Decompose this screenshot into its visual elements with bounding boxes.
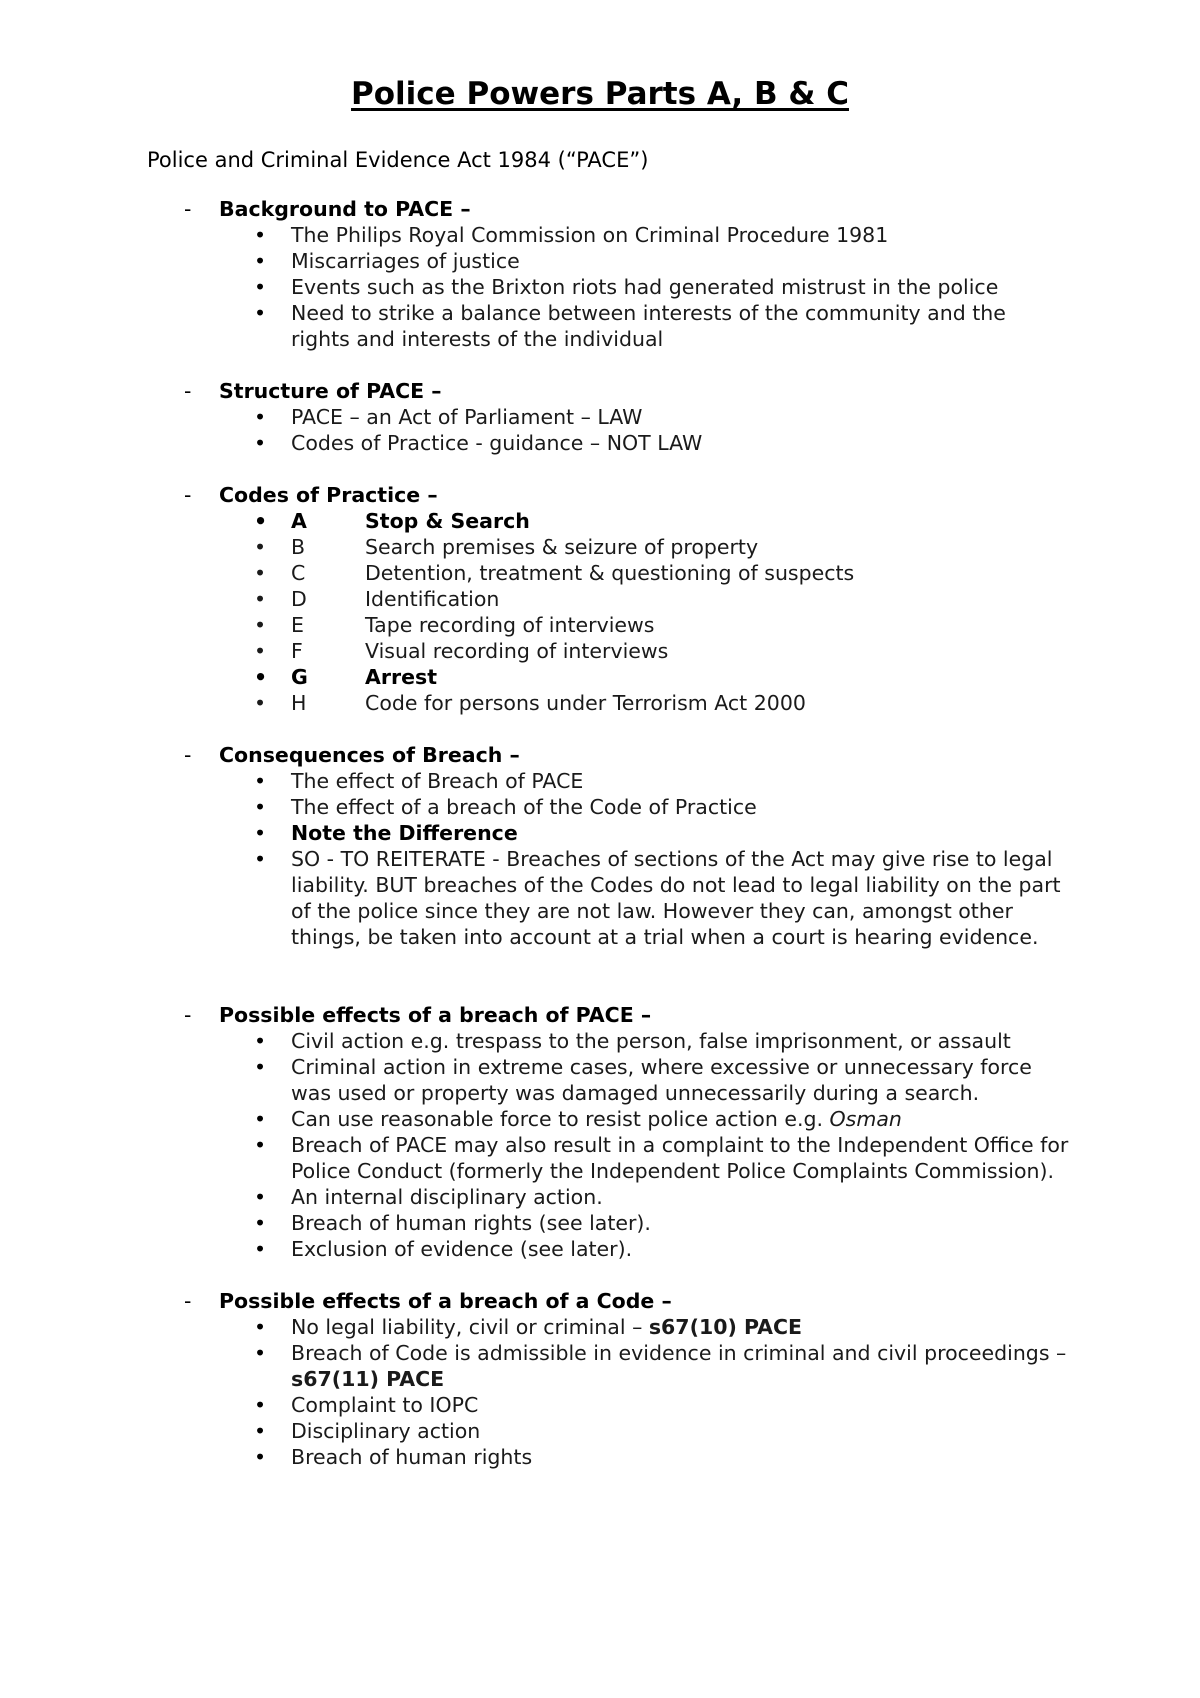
bullet-marker: • [254, 1211, 267, 1235]
list-item [0, 1314, 1200, 1340]
list-item-text-part: Can use reasonable force to resist police action e.g. [291, 1107, 830, 1131]
bullet-marker: • [254, 1445, 267, 1469]
list-item-text-part: No legal liability, civil or criminal – [291, 1315, 649, 1339]
list-item [0, 430, 1200, 456]
dash-marker: - [184, 483, 192, 507]
bullet-marker: • [254, 665, 268, 689]
list-item [0, 248, 1200, 274]
section-heading-text: Structure of PACE – [219, 379, 442, 403]
bullet-marker: • [254, 1107, 267, 1131]
code-letter: B [291, 535, 306, 559]
list-item-text: Need to strike a balance between interests of the community and the rights and interests of the individual [291, 301, 1006, 351]
bullet-marker: • [254, 691, 267, 715]
section-heading-text: Codes of Practice – [219, 483, 438, 507]
bullet-list [0, 768, 1200, 950]
list-item [0, 222, 1200, 248]
list-item-text: The effect of Breach of PACE [291, 769, 584, 793]
document-subtitle: Police and Criminal Evidence Act 1984 (“PACE”) [147, 148, 649, 172]
bullet-marker: • [254, 1341, 267, 1365]
section-heading [0, 378, 1200, 404]
bullet-marker: • [254, 561, 267, 585]
list-item-text: Complaint to IOPC [291, 1393, 479, 1417]
section-heading [0, 1288, 1200, 1314]
bullet-marker: • [254, 223, 267, 247]
list-item-text: Exclusion of evidence (see later). [291, 1237, 633, 1261]
list-item [0, 1054, 1200, 1106]
list-item [0, 404, 1200, 430]
list-item [0, 1418, 1200, 1444]
document-body [0, 196, 1200, 1470]
bullet-marker: • [254, 535, 267, 559]
list-item [0, 1236, 1200, 1262]
bullet-marker: • [254, 613, 267, 637]
list-item [0, 846, 1200, 950]
list-item-text: Codes of Practice - guidance – NOT LAW [291, 431, 703, 455]
list-item-text: Civil action e.g. trespass to the person, false imprisonment, or assault [291, 1029, 1011, 1053]
section-heading [0, 1002, 1200, 1028]
list-item-text: Disciplinary action [291, 1419, 481, 1443]
code-letter: E [291, 613, 304, 637]
bullet-marker: • [254, 431, 267, 455]
dash-marker: - [184, 743, 192, 767]
list-item-text: Miscarriages of justice [291, 249, 520, 273]
code-description: Search premises & seizure of property [365, 535, 759, 559]
dash-marker: - [184, 1289, 192, 1313]
section-heading-text: Possible effects of a breach of a Code – [219, 1289, 672, 1313]
section-effects-breach-pace [0, 1002, 1200, 1262]
bullet-list [0, 222, 1200, 352]
section-heading-text: Possible effects of a breach of PACE – [219, 1003, 652, 1027]
bullet-marker: • [254, 301, 267, 325]
statute-reference: s67(11) PACE [291, 1367, 445, 1391]
section-heading-text: Background to PACE – [219, 197, 471, 221]
code-item [0, 638, 1200, 664]
code-description: Identification [365, 587, 500, 611]
list-item-text-part: Breach of Code is admissible in evidence in criminal and civil proceedings – [291, 1341, 1067, 1365]
list-item [0, 1210, 1200, 1236]
code-letter: G [291, 665, 308, 689]
list-item-text: The Philips Royal Commission on Criminal Procedure 1981 [291, 223, 889, 247]
bullet-marker: • [254, 587, 267, 611]
list-item-text: Breach of human rights (see later). [291, 1211, 651, 1235]
code-letter: D [291, 587, 307, 611]
code-description: Detention, treatment & questioning of suspects [365, 561, 855, 585]
bullet-marker: • [254, 769, 267, 793]
bullet-marker: • [254, 821, 267, 845]
section-consequences-of-breach [0, 742, 1200, 950]
list-item [0, 1392, 1200, 1418]
list-item [0, 1184, 1200, 1210]
list-item-text: Note the Difference [291, 821, 518, 845]
code-description: Visual recording of interviews [365, 639, 669, 663]
code-item [0, 586, 1200, 612]
bullet-marker: • [254, 1029, 267, 1053]
bullet-marker: • [254, 847, 267, 871]
code-description: Stop & Search [365, 509, 530, 533]
dash-marker: - [184, 1003, 192, 1027]
section-heading [0, 742, 1200, 768]
section-heading [0, 196, 1200, 222]
code-item [0, 664, 1200, 690]
code-item [0, 534, 1200, 560]
list-item-text: PACE – an Act of Parliament – LAW [291, 405, 643, 429]
code-letter: C [291, 561, 306, 585]
section-heading-text: Consequences of Breach – [219, 743, 520, 767]
list-item [0, 1106, 1200, 1132]
section-effects-breach-code [0, 1288, 1200, 1470]
code-item [0, 508, 1200, 534]
bullet-marker: • [254, 1393, 267, 1417]
list-item [0, 820, 1200, 846]
code-description: Arrest [365, 665, 437, 689]
section-codes-of-practice [0, 482, 1200, 716]
list-item-text: Breach of PACE may also result in a complaint to the Independent Office for Police Conduct (formerly the Independent Police Complaints Commission). [291, 1133, 1069, 1183]
section-structure [0, 378, 1200, 456]
bullet-list [0, 1314, 1200, 1470]
code-item [0, 690, 1200, 716]
bullet-marker: • [254, 405, 267, 429]
list-item [0, 1340, 1200, 1392]
bullet-marker: • [254, 1185, 267, 1209]
code-letter: A [291, 509, 307, 533]
code-letter: F [291, 639, 303, 663]
list-item-text: Criminal action in extreme cases, where excessive or unnecessary force was used or property was damaged unnecessarily during a search. [291, 1055, 1032, 1105]
case-name: Osman [829, 1107, 902, 1131]
list-item [0, 1132, 1200, 1184]
list-item-text [291, 1106, 1071, 1132]
dash-marker: - [184, 197, 192, 221]
bullet-marker: • [254, 795, 267, 819]
bullet-marker: • [254, 1419, 267, 1443]
bullet-list [0, 404, 1200, 456]
bullet-marker: • [254, 1055, 267, 1079]
code-description: Code for persons under Terrorism Act 2000 [365, 691, 806, 715]
list-item-text: Events such as the Brixton riots had generated mistrust in the police [291, 275, 999, 299]
statute-reference: s67(10) PACE [648, 1315, 803, 1339]
bullet-marker: • [254, 249, 267, 273]
bullet-marker: • [254, 509, 268, 533]
dash-marker: - [184, 379, 192, 403]
document-title: Police Powers Parts A, B & C [351, 76, 849, 112]
bullet-list [0, 1028, 1200, 1262]
list-item-text [291, 1340, 1071, 1392]
bullet-marker: • [254, 639, 267, 663]
code-item [0, 560, 1200, 586]
list-item [0, 274, 1200, 300]
list-item-text: The effect of a breach of the Code of Practice [291, 795, 757, 819]
list-item [0, 794, 1200, 820]
bullet-marker: • [254, 275, 267, 299]
list-item-text: An internal disciplinary action. [291, 1185, 603, 1209]
list-item [0, 768, 1200, 794]
list-item-text: SO - TO REITERATE - Breaches of sections of the Act may give rise to legal liability. BUT breaches of the Codes do not lead to legal liability on the part of the police since they are not law. However they can, amongst other things, be taken into account at a trial when a court is hearing evidence. [291, 847, 1061, 949]
code-description: Tape recording of interviews [365, 613, 655, 637]
code-letter: H [291, 691, 307, 715]
section-background [0, 196, 1200, 352]
list-item-text: Breach of human rights [291, 1445, 533, 1469]
list-item [0, 1028, 1200, 1054]
bullet-marker: • [254, 1315, 267, 1339]
code-list [0, 508, 1200, 716]
list-item-text [291, 1314, 1071, 1340]
code-item [0, 612, 1200, 638]
bullet-marker: • [254, 1133, 267, 1157]
bullet-marker: • [254, 1237, 267, 1261]
list-item [0, 1444, 1200, 1470]
list-item [0, 300, 1200, 352]
section-heading [0, 482, 1200, 508]
